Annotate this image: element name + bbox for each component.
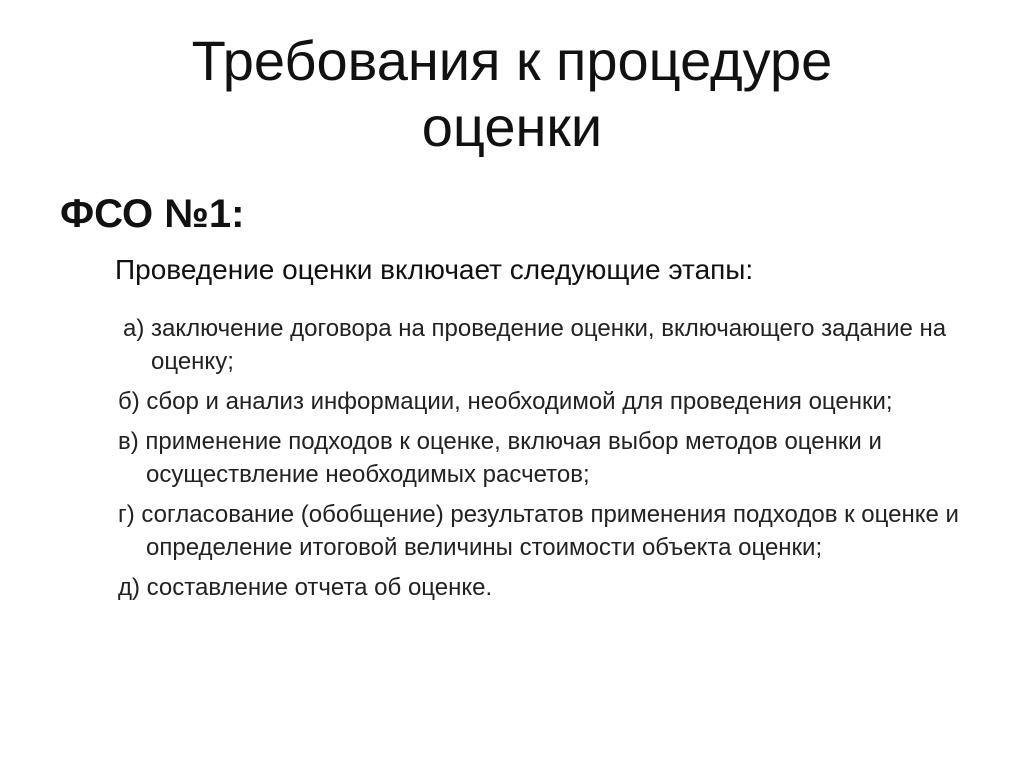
step-item-v: в) применение подходов к оценке, включая выбор методов оценки и осуществление необходимых расчетов; bbox=[118, 428, 882, 488]
standard-heading: ФСО №1: bbox=[60, 192, 245, 236]
step-item-d: д) составление отчета об оценке. bbox=[118, 574, 493, 601]
slide-title bbox=[0, 28, 1024, 160]
steps-list bbox=[118, 312, 978, 611]
step-item-b: б) сбор и анализ информации, необходимой для проведения оценки; bbox=[118, 388, 893, 415]
intro-text: Проведение оценки включает следующие этапы: bbox=[115, 254, 754, 285]
step-item-a: а) заключение договора на проведение оценки, включающего задание на оценку; bbox=[123, 315, 947, 375]
slide-title-line-1: Требования к процедуре bbox=[191, 29, 833, 92]
slide-title-line-2: оценки bbox=[421, 95, 603, 158]
step-item-g: г) согласование (обобщение) результатов применения подходов к оценке и определение итоговой величины стоимости объекта оценки; bbox=[118, 501, 959, 561]
